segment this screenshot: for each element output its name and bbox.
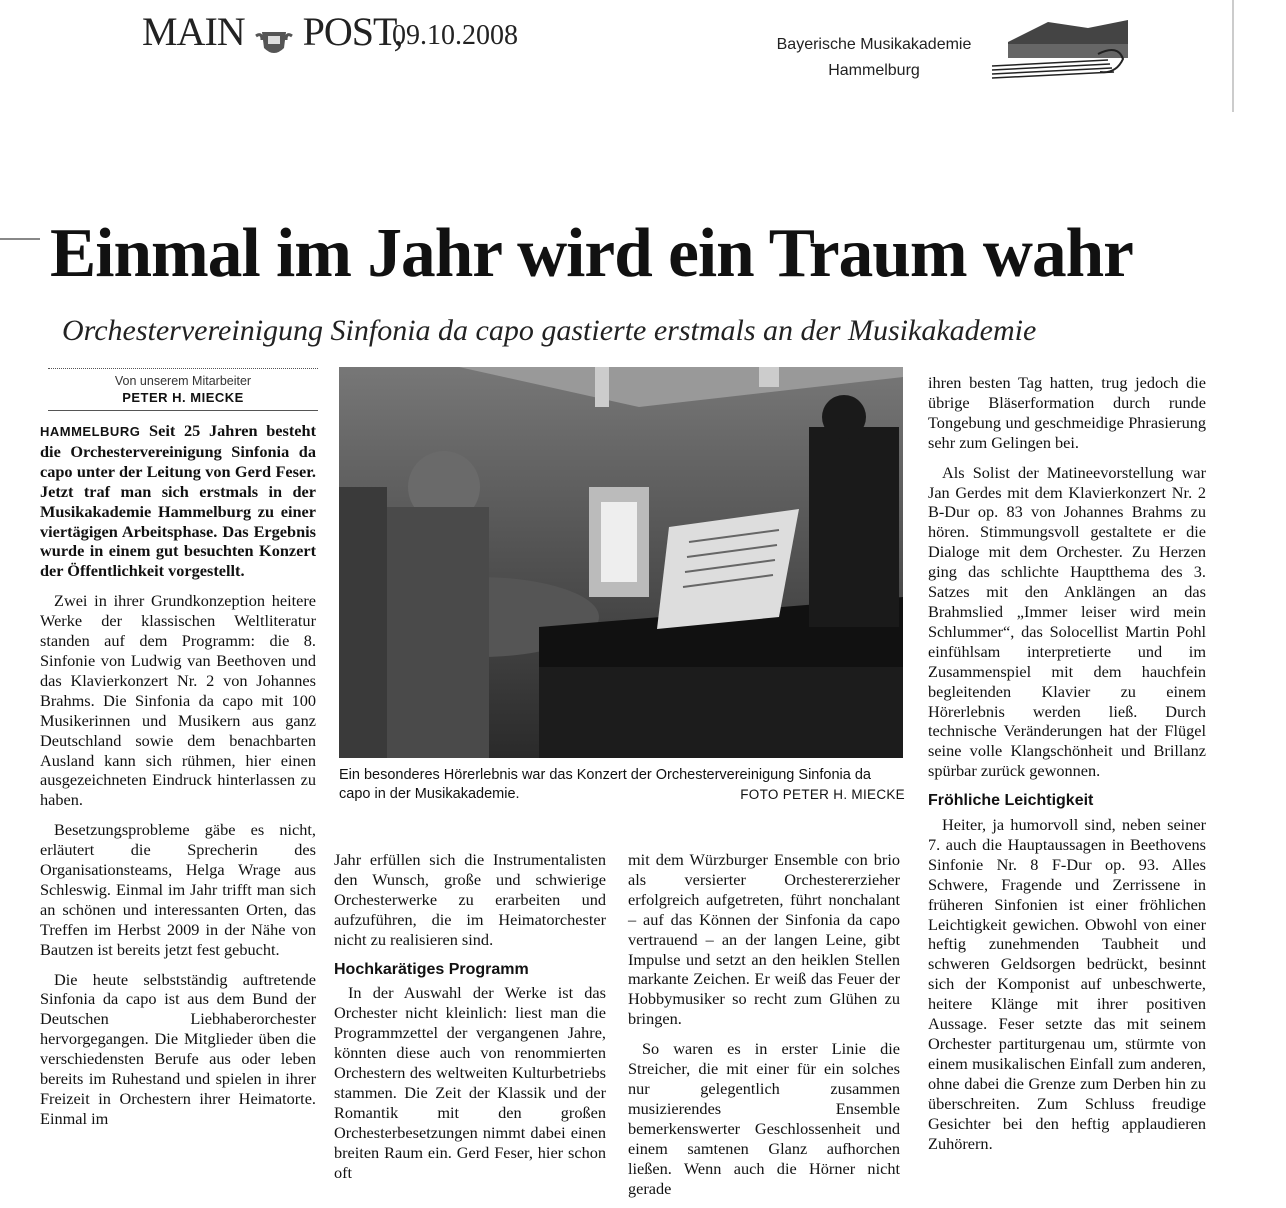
paragraph: Besetzungsprobleme gäbe es nicht, erläutert die Sprecherin des Organisationsteams, Helga Wrage aus Schleswig. Einmal im Jahr trifft man sich an schönen und interessanten Orten, das Treffen im Herbst 2009 in der Nähe von Bautzen ist bereits jetzt fest gebucht. bbox=[40, 820, 316, 959]
paragraph: Jahr erfüllen sich die Instrumentalisten den Wunsch, große und schwierige Orchesterwerke zu erarbeiten und aufzuführen, die im Heimatorchester nicht zu realisieren sind. bbox=[334, 850, 606, 949]
lead-text: Seit 25 Jahren besteht die Orchestervereinigung Sinfonia da capo unter der Leitung von Gerd Feser. Jetzt traf man sich erstmals in der Musikakademie Hammelburg zu einer viertägigen Arbeitsphase. Das Ergebnis wurde in einem gut besuchten Konzert der Öffentlichkeit vorgestellt. bbox=[40, 421, 316, 581]
byline-rule-bottom bbox=[48, 410, 318, 411]
issue-date: 09.10.2008 bbox=[392, 20, 518, 51]
academy-town: Hammelburg bbox=[828, 62, 920, 79]
paragraph: mit dem Würzburger Ensemble con brio als versierter Orchestererzieher erfolgreich aufgetreten, führt nonchalant – auf das Können der Sinfonia da capo vertrauend – an der langen Leine, gibt Impulse und setzt an den heiklen Stellen markante Zeichen. Er weiß das Feuer der Hobbymusiker so recht zum Glühen zu bringen. bbox=[628, 850, 900, 1029]
column-4 bbox=[928, 373, 1206, 1163]
photo-caption bbox=[339, 766, 905, 804]
headline: Einmal im Jahr wird ein Traum wahr bbox=[50, 215, 1133, 292]
photo-credit: FOTO PETER H. MIECKE bbox=[740, 787, 905, 802]
paragraph: In der Auswahl der Werke ist das Orchester nicht kleinlich: liest man die Programmzettel der vergangenen Jahre, könnten diese auch von renommierten Orchestern des weltweiten Kulturbetriebs stammen. Die Zeit der Klassik und der Romantik mit den großen Orchesterbesetzungen nimmt dabei einen breiten Raum ein. Gerd Feser, hier schon oft bbox=[334, 983, 606, 1182]
masthead-right: POST, bbox=[302, 9, 403, 54]
column-1 bbox=[40, 421, 316, 1139]
dateline: HAMMELBURG bbox=[40, 424, 141, 439]
masthead-left: MAIN bbox=[142, 9, 245, 54]
byline-rule bbox=[48, 368, 318, 369]
paragraph: So waren es in erster Linie die Streicher, die mit einer für ein solches nur gelegentlich zusammen musizierendes Ensemble bemerkenswerter Geschlossenheit und einem samtenen Glanz aufhorchen ließen. Wenn auch die Hörner nicht gerade bbox=[628, 1039, 900, 1198]
paragraph: Die heute selbstständig auftretende Sinfonia da capo ist aus dem Bund der Deutschen Liebhaberorchester hervorgegangen. Die Mitglieder üben die verschiedensten Berufe aus oder leben bereits im Ruhestand und spielen in ihrer Freizeit in Orchestern ihrer Heimatorte. Einmal im bbox=[40, 969, 316, 1128]
caption-text: Ein besonderes Hörerlebnis war das Konzert der Orchestervereinigung Sinfonia da capo in der Musikakademie. bbox=[339, 767, 871, 802]
byline-label: Von unserem Mitarbeiter bbox=[114, 374, 252, 388]
byline-author: PETER H. MIECKE bbox=[122, 390, 244, 405]
scan-mark bbox=[0, 238, 40, 240]
academy-name: Bayerische Musikakademie bbox=[776, 36, 972, 53]
paragraph: ihren besten Tag hatten, trug jedoch die übrige Bläserformation durch runde Tongebung und geschmeidige Phrasierung sehr zum Gelingen bei. bbox=[928, 373, 1206, 452]
paragraph: Heiter, ja humorvoll sind, neben seiner 7. auch die Hauptaussagen in Beethovens Sinfonie Nr. 8 F-Dur op. 93. Alles Schwere, Fragende und Zerrissene in früheren Sinfonien ist einer fröhlichen Leichtigkeit gewichen. Obwohl von einer heftig zunehmenden Taubheit und schweren Geldsorgen bedrückt, besinnt sich der Komponist auf unbeschwerte, heitere Klänge mit ihrer positiven Aussage. Feser setzte das mit seinem Orchester partiturgenau um, stürmte von einem musikalischen Einfall zum anderen, ohne dabei die Grenze zum Derben hin zu überschreiten. Zum Schluss freudige Gesichter bei den heftig applaudieren Zuhörern. bbox=[928, 815, 1206, 1153]
section-heading: Hochkarätiges Programm bbox=[334, 960, 529, 978]
academy-logo-icon bbox=[988, 14, 1138, 89]
column-3 bbox=[628, 850, 900, 1208]
subheadline: Orchestervereinigung Sinfonia da capo gastierte erstmals an der Musikakademie bbox=[62, 314, 1037, 347]
academy-stamp bbox=[764, 32, 984, 84]
concert-photo bbox=[339, 367, 903, 758]
column-2 bbox=[334, 850, 606, 1193]
paragraph: Als Solist der Matineevorstellung war Jan Gerdes mit dem Klavierkonzert Nr. 2 B-Dur op. 83 von Johannes Brahms zu hören. Stimmungsvoll gestaltete er die Dialoge mit dem Orchester. Zu Herzen ging das schlichte Hauptthema des 3. Satzes mit den Anklängen an das Brahmslied „Immer leiser wird mein Schlummer“, das Solocellist Martin Pohl einfühlsam interpretierte und im Zusammenspiel mit dem hauchfein begleitenden Klavier zu einem Hörerlebnis werden ließ. Durch technische Veränderungen hat der Flügel seine volle Klangschönheit und Brillanz spürbar zurück gewonnen. bbox=[928, 462, 1206, 781]
crest-icon bbox=[254, 21, 294, 51]
newspaper-masthead bbox=[142, 8, 403, 55]
paragraph: Zwei in ihrer Grundkonzeption heitere Werke der klassischen Weltliteratur standen auf dem Programm: die 8. Sinfonie von Ludwig van Beethoven und das Klavierkonzert Nr. 2 von Johannes Brahms. Die Sinfonia da capo mit 100 Musikerinnen und Musikern aus ganz Deutschland sowie dem benachbarten Ausland kann sich rühmen, hier einen ausgezeichneten Eindruck hinterlassen zu haben. bbox=[40, 591, 316, 810]
lead-paragraph bbox=[40, 421, 316, 581]
scan-edge bbox=[1232, 0, 1234, 112]
section-heading: Fröhliche Leichtigkeit bbox=[928, 792, 1094, 810]
